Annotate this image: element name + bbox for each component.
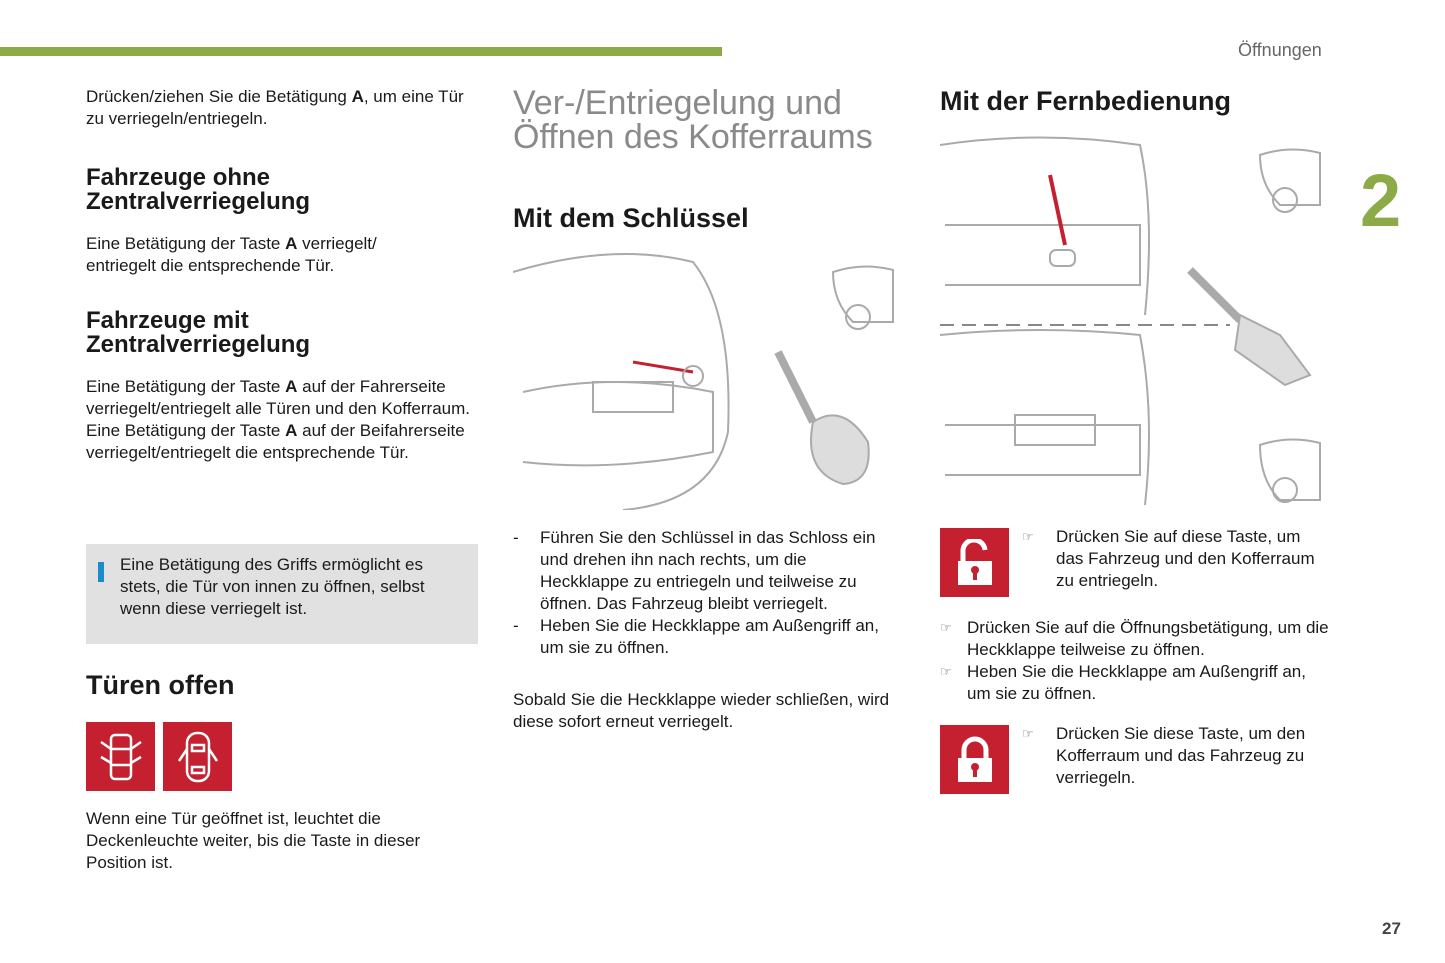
- list-item: ☞ Drücken Sie auf die Öffnungsbetätigung, um die Heckklappe teilweise zu öffnen.: [940, 618, 1329, 659]
- section-title: Öffnungen: [1238, 40, 1322, 60]
- heading-mit: Fahrzeuge mit Zentralverriegelung: [86, 307, 311, 358]
- lock-button-icon: [940, 725, 1009, 794]
- hand-pointer-icon: ☞: [1022, 529, 1034, 544]
- page-number: 27: [1382, 919, 1401, 938]
- header-bar: [0, 47, 722, 56]
- info-text: Eine Betätigung des Griffs ermöglicht es stets, die Tür von innen zu öffnen, selbst wenn diese verriegelt ist.: [120, 555, 425, 618]
- info-icon: [98, 558, 104, 582]
- hand-pointer-icon: ☞: [1022, 726, 1034, 741]
- key-trunk-illustration: [513, 252, 895, 510]
- remote-trunk-illustration: [940, 135, 1325, 515]
- doors-open-icon: [86, 722, 155, 791]
- closing-text: Sobald Sie die Heckklappe wieder schließen, wird diese sofort erneut verriegelt.: [513, 690, 890, 731]
- key-steps: [513, 527, 893, 659]
- hand-pointer-icon: ☞: [940, 620, 952, 635]
- heading-turen: Türen offen: [86, 670, 235, 700]
- info-box: [86, 544, 478, 644]
- lock-step: ☞ Drücken Sie diese Taste, um den Kofferraum und das Fahrzeug zu verriegeln.: [1022, 724, 1306, 787]
- heading-remote: Mit der Fernbedienung: [940, 86, 1232, 116]
- list-item: - Führen Sie den Schlüssel in das Schloss ein und drehen ihn nach rechts, um die Heckklappe zu entriegeln und teilweise zu öffnen. Das Fahrzeug bleibt verriegelt.: [513, 528, 876, 613]
- list-item: - Heben Sie die Heckklappe am Außengriff an, um sie zu öffnen.: [513, 616, 879, 657]
- ohne-text: Eine Betätigung der Taste A verriegelt/ entriegelt die entsprechende Tür.: [86, 234, 377, 275]
- turen-text: Wenn eine Tür geöffnet ist, leuchtet die Deckenleuchte weiter, bis die Taste in dieser Position ist.: [86, 809, 421, 872]
- door-closed-icon: [163, 722, 232, 791]
- unlock-button-icon: [940, 528, 1009, 597]
- heading-key: Mit dem Schlüssel: [513, 203, 749, 233]
- unlock-step: ☞ Drücken Sie auf diese Taste, um das Fahrzeug und den Kofferraum zu entriegeln.: [1022, 527, 1315, 590]
- chapter-number: 2: [1360, 159, 1402, 242]
- remote-steps: [940, 617, 1330, 705]
- page-title: Ver-/Entriegelung und Öffnen des Kofferraums: [513, 84, 873, 156]
- hand-pointer-icon: ☞: [940, 664, 952, 679]
- intro-text: Drücken/ziehen Sie die Betätigung A, um eine Tür zu verriegeln/entriegeln.: [86, 87, 464, 128]
- list-item: ☞ Heben Sie die Heckklappe am Außengriff an, um sie zu öffnen.: [940, 662, 1306, 703]
- heading-ohne: Fahrzeuge ohne Zentralverriegelung: [86, 164, 311, 215]
- mit-text: Eine Betätigung der Taste A auf der Fahrerseite verriegelt/entriegelt alle Türen und den Kofferraum. Eine Betätigung der Taste A auf der Beifahrerseite verriegelt/entriegelt die entsprechende Tür.: [86, 377, 470, 462]
